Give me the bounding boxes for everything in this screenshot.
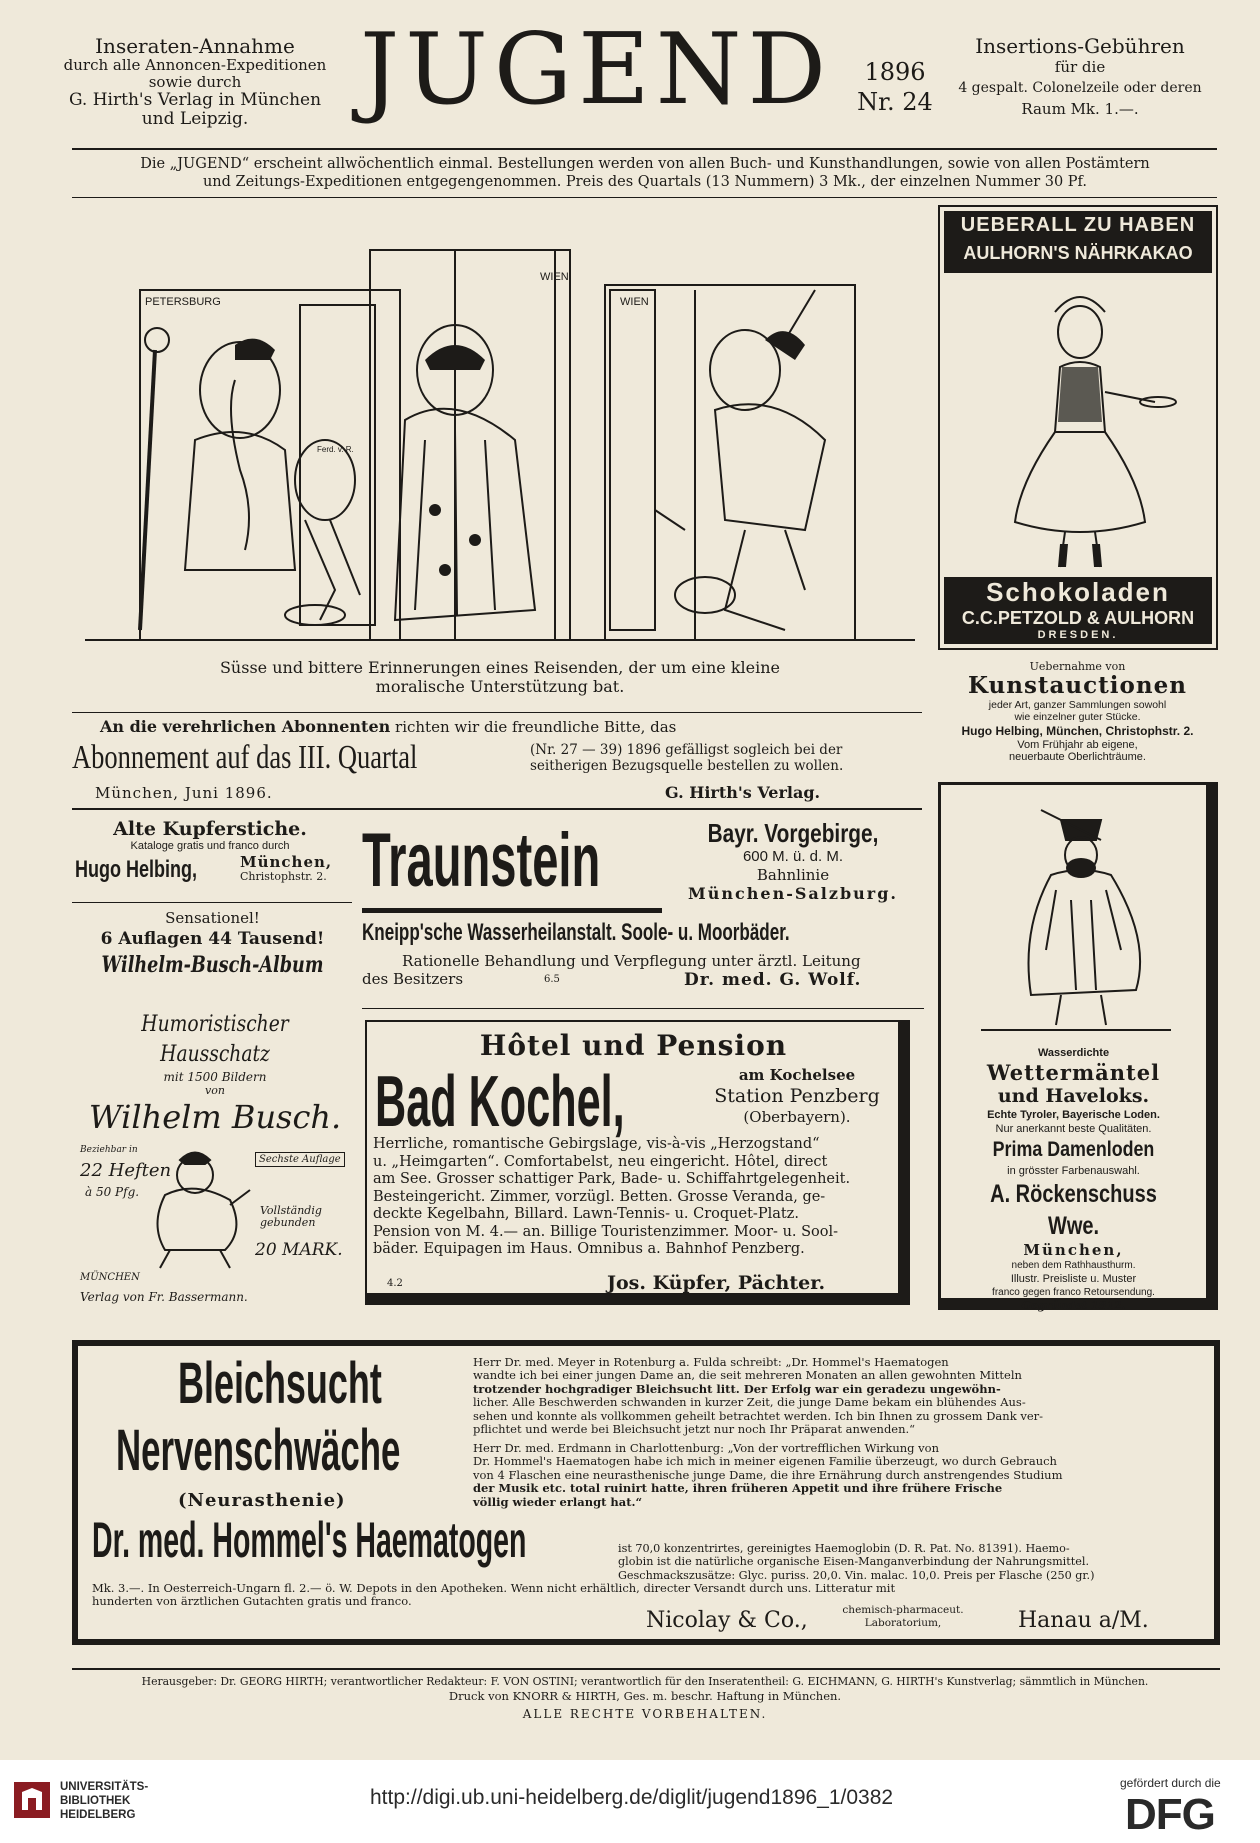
university-logo-icon	[12, 1780, 52, 1820]
kupferstiche-ad: Alte Kupferstiche. Kataloge gratis und franco durch Hugo Helbing, München, Christophstr. 2.	[75, 818, 333, 883]
source-url-link[interactable]: http://digi.ub.uni-heidelberg.de/diglit/jugend1896_1/0382	[370, 1786, 894, 1809]
abonnement-sign: G. Hirth's Verlag.	[665, 783, 821, 802]
cartoon-signature: Ferd. v. R.	[317, 445, 354, 454]
cartoon-label-petersburg: PETERSBURG	[145, 296, 221, 308]
header-year: 1896	[864, 58, 926, 86]
header-notice: Die „JUGEND“ erscheint allwöchentlich einmal. Bestellungen werden von allen Buch- und Kunsthandlungen, sowie von allen Postämtern und Zeitungs-Expeditionen entgegengenommen. Preis des Quartals (13 Nummern) 3 Mk., der einzelnen Nummer 30 Pf.	[140, 156, 1150, 190]
aulhorn-top2: AULHORN'S NÄHRKAKAO	[963, 243, 1193, 263]
abonnement-headline: Abonnement auf das III. Quartal	[72, 739, 418, 776]
header-left: Inseraten-Annahme durch alle Annoncen-Expeditionen sowie durch G. Hirth's Verlag in München und Leipzig.	[63, 34, 327, 129]
traunstein-kneipp: Kneipp'sche Wasserheilanstalt. Soole- u. Moorbäder.	[362, 919, 790, 946]
wettermaentel-illustration	[961, 800, 1191, 1040]
traunstein-title: Traunstein	[362, 818, 601, 903]
header-issue: Nr. 24	[857, 88, 933, 116]
busch-figure-drawing	[135, 1150, 255, 1270]
aulhorn-ad	[938, 205, 1218, 650]
dfg-logo: DFG	[1125, 1790, 1215, 1839]
header-right: Insertions-Gebühren für die 4 gespalt. Colonelzeile oder deren Raum Mk. 1.—.	[958, 34, 1202, 118]
bad-kochel-title: Bad Kochel,	[375, 1062, 625, 1142]
aulhorn-bottom3: DRESDEN.	[1037, 629, 1119, 641]
kunstauctionen-ad: Uebernahme von Kunstauctionen jeder Art, ganzer Sammlungen sowohl wie einzelner guter Stücke. Hugo Helbing, München, Christophstr. 2. Vom Frühjahr ab eigene, neuerbaute Oberlichträume.	[961, 660, 1194, 763]
cartoon-label-wien-1: WIEN	[540, 271, 569, 283]
cartoon-illustration	[85, 210, 915, 650]
haematogen-h1: Bleichsucht	[178, 1351, 382, 1416]
abonnement-place: München, Juni 1896.	[95, 784, 273, 802]
funded-by-label: gefördert durch die	[1120, 1776, 1221, 1790]
cartoon-caption: Süsse und bittere Erinnerungen eines Reisenden, der um eine kleine moralische Unterstützung bat.	[219, 658, 781, 696]
aulhorn-bottom1: Schokoladen	[986, 577, 1170, 607]
university-name: UNIVERSITÄTS- BIBLIOTHEK HEIDELBERG	[60, 1781, 149, 1821]
newspaper-page: Inseraten-Annahme durch alle Annoncen-Expeditionen sowie durch G. Hirth's Verlag in München und Leipzig. JUGEND 1896 Nr. 24 Insertions-Gebühren für die 4 gespalt. Colonelzeile oder deren Raum Mk. 1.—. Die „JUGEND“ erscheint allwöchentlich einmal. Bestellungen werden von allen Buch- und Kunsthandlungen, sowie von allen Postämtern und Zeitungs-Expeditionen entgegengenommen. Preis des Quartals (13 Nummern) 3 Mk., der einzelnen Nummer 30 Pf. PETERSBURG WIEN WIEN Ferd. v. R. Süsse und bittere Erinnerungen eines Reisenden, der um eine kleine moralische Unterstützung bat. UEBERALL ZU HABEN AULHORN'S NÄHRKAKAO Schokoladen C.C.PETZOLD & AULHORN DRESDEN. Uebernahme von Kunstauctionen jeder Art, ganzer Sammlungen sowohl wie einzelner guter Stücke. Hugo Helbing, München, Christophstr. 2. Vom Frühjahr ab eigene, neuerbaute Oberlichträume. An die verehrlichen Abonnenten richten wir die freundliche Bitte, das Abonnement auf das III. Quartal (Nr. 27 — 39) 1896 gefälligst sogleich bei der seitherigen Bezugsquelle bestellen zu wollen. München, Juni 1896. G. Hirth's Verlag. Alte Kupferstiche. Kataloge gratis und franco durch Hugo Helbing, München, Christophstr. 2. Sensationel! 6 Auflagen 44 Tausend! Wilhelm-Busch-Album Humoristischer Hausschatz mit 1500 Bildern von Wilhelm Busch. Beziehbar in 22 Heften à 50 Pfg. Sechste Auflage Vollständig gebunden 20 MARK. MÜNCHEN Verlag von Fr. Bassermann. Traunstein Bayr. Vorgebirge, 600 M. ü. d. M. Bahnlinie München-Salzburg. Kneipp'sche Wasserheilanstalt. Soole- u. Moorbäder. Rationelle Behandlung und Verpflegung unter ärztl. Leitung des Besitzers 6.5 Dr. med. G. Wolf. Hôtel und Pension Bad Kochel, am Kochelsee Station Penzberg (Oberbayern). Herrliche, romantische Gebirgslage, vis-à-vis „Herzogstand“ u. „Heimgarten“. Comfortabelst, neu eingericht. Hôtel, direct am See. Grosser schattiger Park, Bade- u. Schiffahrtgelegenheit. Besteingericht. Zimmer, vorzügl. Betten. Grosse Veranda, ge- deckte Kegelbahn, Billard. Lawn-Tennis- u. Croquet-Platz. Pension von M. 4.— an. Billige Touristenzimmer. Moor- u. Sool- bäder. Equipagen im Haus. Omnibus a. Bahnhof Penzberg. 4.2 Jos. Küpfer, Pächter. Wasserdichte Wettermäntel und Haveloks. Echte Tyroler, Bayerische Loden. Nur anerkannt beste Qualitäten. Prima Damenloden in grösster Farbenauswahl. A. Röckenschuss Wwe. München, neben dem Rathhausthurm. Illustr. Preisliste u. Muster franco gegen franco Retoursendung. Gegründet 1812. Bleichsucht Nervenschwäche (Neurasthenie) Dr. med. Hommel's Haematogen Herr Dr. med. Meyer in Rotenburg a. Fulda schreibt: „Dr. Hommel's Haematogen wandte ich bei einer jungen Dame an, die seit mehreren Monaten an allen gewohnten Mitteln trotzender hochgradiger Bleichsucht litt. Der Erfolg war ein geradezu ungewöhn- licher. Alle Beschwerden schwanden in kurzer Zeit, die junge Dame bekam ein blühendes Aus- sehen und konnte als vollkommen geheilt betrachtet werden. Ich bin Ihnen zu grossem Dank ver- pflichtet und werde bei Bleichsucht jetzt nur noch Ihr Präparat anwenden.“ Herr Dr. med. Erdmann in Charlottenburg: „Von der vortrefflichen Wirkung von Dr. Hommel's Haematogen habe ich mich in meiner eigenen Familie überzeugt, wo durch Gebrauch von 4 Flaschen eine neurasthenische junge Dame, die ihre Ernährung durch anstrengendes Studium der Musik etc. total ruinirt hatte, ihren früheren Appetit und ihre frühere Frische völlig wieder erlangt hat.“ ist 70,0 konzentrirtes, gereinigtes Haemoglobin (D. R. Pat. No. 81391). Haemo- globin ist die natürliche organische Eisen-Manganverbindung der Nahrungsmittel. Geschmackszusätze: Glyc. puriss. 20,0. Vin. malac. 10,0. Preis per Flasche (250 gr.) Mk. 3.—. In Oesterreich-Ungarn fl. 2.— ö. W. Depots in den Apotheken. Wenn nicht erhältlich, directer Versandt durch uns. Litteratur mit hunderten von ärztlichen Gutachten gratis und franco. Nicolay & Co., chemisch-pharmaceut. Laboratorium, Hanau a/M. Herausgeber: Dr. GEORG HIRTH; verantwortlicher Redakteur: F. VON OSTINI; verantwortlich für den Inseratentheil: G. EICHMANN, G. HIRTH's Kunstverlag; sämmtlich in München. Druck von KNORR & HIRTH, Ges. m. beschr. Haftung in München. ALLE RECHTE VORBEHALTEN.	[0, 0, 1260, 1760]
digitization-footer	[0, 1760, 1260, 1843]
haematogen-h2: Nervenschwäche	[116, 1418, 401, 1483]
masthead-title: JUGEND	[360, 13, 833, 127]
traunstein-ad: Traunstein Bayr. Vorgebirge, 600 M. ü. d. M. Bahnlinie München-Salzburg. Kneipp'sche Wasserheilanstalt. Soole- u. Moorbäder. Rationelle Behandlung und Verpflegung unter ärztl. Leitung des Besitzers 6.5 Dr. med. G. Wolf.	[362, 818, 898, 990]
cartoon-label-wien-2: WIEN	[620, 296, 649, 308]
busch-album-ad: Sensationel! 6 Auflagen 44 Tausend! Wilhelm-Busch-Album	[100, 909, 325, 978]
wettermaentel-ad: Wasserdichte Wettermäntel und Haveloks. Echte Tyroler, Bayerische Loden. Nur anerkannt beste Qualitäten. Prima Damenloden in grösster Farbenauswahl. A. Röckenschuss Wwe. München, neben dem Rathhausthurm. Illustr. Preisliste u. Muster franco gegen franco Retoursendung. Gegründet 1812.	[938, 782, 1218, 1310]
cartoon-drawing	[85, 210, 915, 650]
haematogen-ad: Bleichsucht Nervenschwäche (Neurasthenie) Dr. med. Hommel's Haematogen Herr Dr. med. Meyer in Rotenburg a. Fulda schreibt: „Dr. Hommel's Haematogen wandte ich bei einer jungen Dame an, die seit mehreren Monaten an allen gewohnten Mitteln trotzender hochgradiger Bleichsucht litt. Der Erfolg war ein geradezu ungewöhn- licher. Alle Beschwerden schwanden in kurzer Zeit, die junge Dame bekam ein blühendes Aus- sehen und konnte als vollkommen geheilt betrachtet werden. Ich bin Ihnen zu grossem Dank ver- pflichtet und werde bei Bleichsucht jetzt nur noch Ihr Präparat anwenden.“ Herr Dr. med. Erdmann in Charlottenburg: „Von der vortrefflichen Wirkung von Dr. Hommel's Haematogen habe ich mich in meiner eigenen Familie überzeugt, wo durch Gebrauch von 4 Flaschen eine neurasthenische junge Dame, die ihre Ernährung durch anstrengendes Studium der Musik etc. total ruinirt hatte, ihren früheren Appetit und ihre frühere Frische völlig wieder erlangt hat.“ ist 70,0 konzentrirtes, gereinigtes Haemoglobin (D. R. Pat. No. 81391). Haemo- globin ist die natürliche organische Eisen-Manganverbindung der Nahrungsmittel. Geschmackszusätze: Glyc. puriss. 20,0. Vin. malac. 10,0. Preis per Flasche (250 gr.) Mk. 3.—. In Oesterreich-Ungarn fl. 2.— ö. W. Depots in den Apotheken. Wenn nicht erhältlich, directer Versandt durch uns. Litteratur mit hunderten von ärztlichen Gutachten gratis und franco. Nicolay & Co., chemisch-pharmaceut. Laboratorium, Hanau a/M.	[72, 1340, 1220, 1645]
abonnement-notice: An die verehrlichen Abonnenten richten wir die freundliche Bitte, das	[100, 717, 677, 736]
bad-kochel-ad: Hôtel und Pension Bad Kochel, am Kochelsee Station Penzberg (Oberbayern). Herrliche, romantische Gebirgslage, vis-à-vis „Herzogstand“ u. „Heimgarten“. Comfortabelst, neu eingericht. Hôtel, direct am See. Grosser schattiger Park, Bade- u. Schiffahrtgelegenheit. Besteingericht. Zimmer, vorzügl. Betten. Grosse Veranda, ge- deckte Kegelbahn, Billard. Lawn-Tennis- u. Croquet-Platz. Pension von M. 4.— an. Billige Touristenzimmer. Moor- u. Sool- bäder. Equipagen im Haus. Omnibus a. Bahnhof Penzberg. 4.2 Jos. Küpfer, Pächter.	[365, 1020, 910, 1305]
header-rule	[72, 148, 1217, 150]
haematogen-h4: Dr. med. Hommel's Haematogen	[92, 1512, 527, 1568]
busch-illustration: Humoristischer Hausschatz mit 1500 Bildern von Wilhelm Busch. Beziehbar in 22 Heften à 50 Pfg. Sechste Auflage Vollständig gebunden 20 MARK. MÜNCHEN Verlag von Fr. Bassermann.	[80, 1010, 350, 1315]
aulhorn-maid-illustration	[980, 282, 1180, 572]
imprint: Herausgeber: Dr. GEORG HIRTH; verantwortlicher Redakteur: F. VON OSTINI; verantwortlich für den Inseratentheil: G. EICHMANN, G. HIRTH's Kunstverlag; sämmtlich in München. Druck von KNORR & HIRTH, Ges. m. beschr. Haftung in München. ALLE RECHTE VORBEHALTEN.	[141, 1675, 1149, 1721]
aulhorn-top1: UEBERALL ZU HABEN	[960, 214, 1196, 236]
aulhorn-bottom2: C.C.PETZOLD & AULHORN	[961, 608, 1195, 628]
